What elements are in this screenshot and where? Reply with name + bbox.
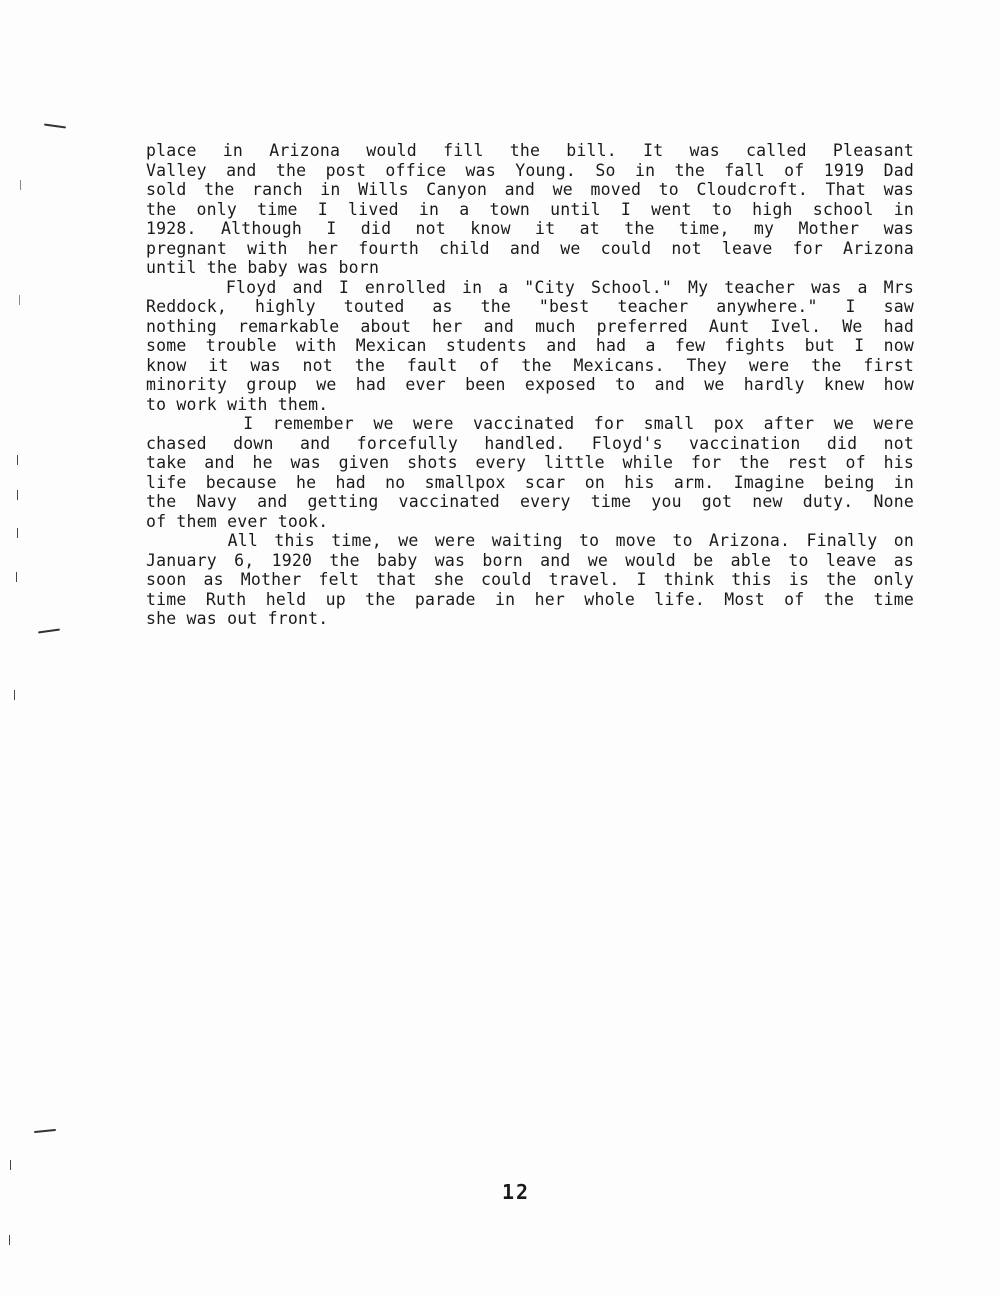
scan-mark: [38, 628, 60, 633]
paragraph: [146, 141, 914, 278]
scan-mark: [34, 1129, 56, 1133]
page-number: 12: [502, 1180, 531, 1204]
scan-mark: [19, 295, 20, 305]
scan-mark: [17, 455, 18, 465]
text-line: Floyd and I enrolled in a "City School." My teacher was a Mrs: [146, 277, 914, 297]
text-line: pregnant with her fourth child and we could not leave for Arizona: [146, 238, 914, 258]
text-line: until the baby was born: [146, 258, 380, 277]
scan-mark: [16, 572, 17, 582]
text-line: January 6, 1920 the baby was born and we would be able to leave as: [146, 550, 914, 570]
text-line: sold the ranch in Wills Canyon and we moved to Cloudcroft. That was: [146, 180, 914, 199]
paragraph: [146, 278, 914, 415]
scan-mark: [9, 1235, 10, 1245]
text-line: minority group we had ever been exposed to and we hardly knew how: [146, 375, 914, 394]
text-line: know it was not the fault of the Mexicans. They were the first: [146, 355, 914, 375]
text-line: 1928. Although I did not know it at the time, my Mother was: [146, 219, 914, 238]
text-line: take and he was given shots every little while for the rest of his: [146, 453, 914, 472]
scan-mark: [20, 180, 21, 190]
paragraph: [146, 531, 914, 629]
scan-mark: [10, 1160, 11, 1170]
text-line: All this time, we were waiting to move to Arizona. Finally on: [146, 531, 914, 550]
text-line: time Ruth held up the parade in her whole life. Most of the time: [146, 589, 914, 609]
text-line: I remember we were vaccinated for small pox after we were: [146, 414, 914, 433]
scan-mark: [17, 528, 18, 538]
body-text: [146, 141, 914, 629]
text-line: soon as Mother felt that she could travel. I think this is the only: [146, 570, 914, 589]
text-line: chased down and forcefully handled. Floyd's vaccination did not: [146, 433, 914, 453]
text-line: Reddock, highly touted as the "best teacher anywhere." I saw: [146, 297, 914, 316]
text-line: she was out front.: [146, 609, 329, 628]
text-line: to work with them.: [146, 394, 329, 414]
scan-mark: [17, 490, 18, 500]
text-line: the Navy and getting vaccinated every time you got new duty. None: [146, 492, 914, 511]
text-line: the only time I lived in a town until I went to high school in: [146, 199, 914, 219]
scan-mark: [44, 123, 66, 128]
paragraph: [146, 414, 914, 531]
scan-mark: [14, 690, 15, 700]
text-line: Valley and the post office was Young. So in the fall of 1919 Dad: [146, 160, 914, 180]
text-line: life because he had no smallpox scar on his arm. Imagine being in: [146, 472, 914, 492]
text-line: of them ever took.: [146, 511, 329, 531]
text-line: place in Arizona would fill the bill. It was called Pleasant: [146, 141, 914, 160]
text-line: some trouble with Mexican students and had a few fights but I now: [146, 336, 914, 355]
text-line: nothing remarkable about her and much preferred Aunt Ivel. We had: [146, 316, 914, 336]
